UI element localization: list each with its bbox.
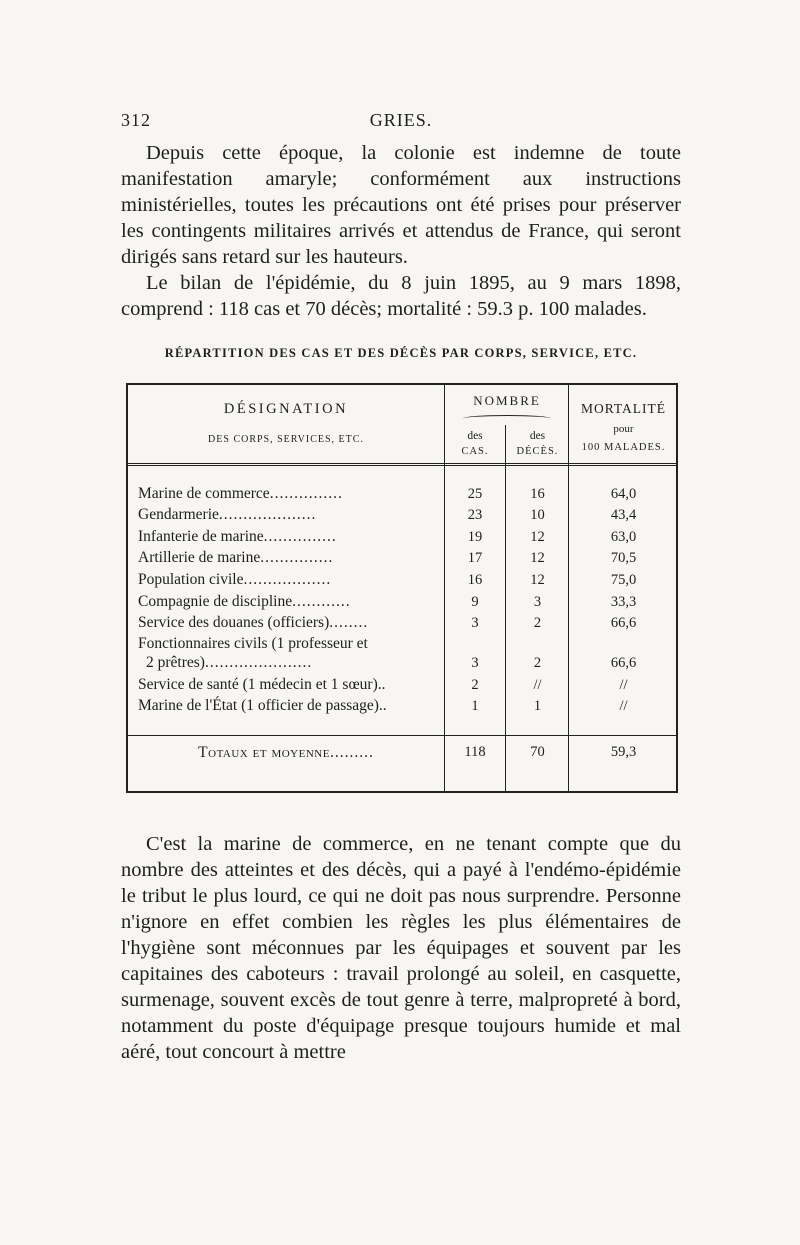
cas-value: 16 [467,571,483,588]
row-label-text: Artillerie de marine [138,549,261,567]
deces-value: 2 [533,655,542,672]
table-caption: RÉPARTITION DES CAS ET DES DÉCÈS PAR CORPS, SERVICE, ETC. [164,346,638,360]
row-label-text: Fonctionnaires civils (1 professeur et [138,635,368,653]
row-label [138,696,438,715]
page-number: 312 [121,110,151,130]
table-row [128,525,676,547]
mortalite-value: 75,0 [610,571,637,588]
row-label-continuation [138,653,438,672]
row-label-text: Gendarmerie [138,506,219,524]
header-cas-line1: des [467,430,483,442]
table-row [128,695,676,717]
deces-value: 12 [530,571,545,588]
deces-value: 10 [530,507,545,524]
table-row [128,568,676,590]
cas-value: 3 [471,655,479,672]
dot-leader: ............... [260,549,334,567]
row-label [138,548,438,567]
running-head [121,110,681,140]
row-label-text: Population civile [138,570,244,588]
distribution-table [126,383,678,793]
header-deces-line1: des [529,430,546,442]
table-body [128,482,676,716]
header-rule [128,463,676,464]
deces-value: 12 [530,550,545,567]
dot-leader: ........ [329,614,369,632]
dot-leader: ............... [269,484,343,502]
dot-leader: ......... [329,744,374,761]
paragraph-colonie: Depuis cette époque, la colonie est indemne de toute manifestation amaryle; conformément aux instructions ministérielles, toutes les précautions ont été prises pour préserver les contingents militaires arrivés et attendus de France, qui seront dirigés sans retard sur les hauteurs. [121,142,681,268]
paragraph-marine-commerce: C'est la marine de commerce, en ne tenant compte que du nombre des atteintes et des décès, qui a payé à l'endémo-épidémie le tribut le plus lourd, ce qui ne doit pas nous surprendre. Personne n'ignore en effet combien les règles les plus élémentaires de l'hygiène sont méconnues par les équipages et souvent par les capitaines des caboteurs : travail prolongé au soleil, en casquette, surmenage, souvent excès de tout genre à terre, malpropreté à bord, notamment du poste d'équipage presque toujours humide et mal aéré, tout concourt à mettre [121,833,681,1063]
table-row [128,504,676,526]
row-label-text: Marine de commerce [138,484,270,502]
table-row [128,590,676,612]
header-cas-line2: CAS. [461,446,489,457]
header-nombre: NOMBRE [473,393,541,408]
dot-leader: ............... [263,527,337,545]
totals-row [128,739,676,769]
header-rule [128,465,676,466]
total-cas: 118 [464,744,486,760]
running-title: GRIES. [369,110,433,130]
deces-value: // [533,676,542,693]
table-row [128,633,676,673]
totals-label [128,743,444,762]
table-row [128,482,676,504]
cas-value: 1 [471,698,479,715]
header-brace [463,415,551,422]
deces-value: 3 [533,593,542,610]
row-label-text: Service des douanes (officiers) [138,614,330,632]
deces-value: 1 [533,698,542,715]
mortalite-value: 66,6 [610,615,637,632]
mortalite-value: 43,4 [610,507,637,524]
row-label-text: Compagnie de discipline [138,592,293,610]
header-designation-sub: DES CORPS, SERVICES, ETC. [208,434,364,445]
dot-leader: ............ [292,592,351,610]
cas-value: 19 [467,528,483,545]
row-label [138,613,438,632]
deces-value: 12 [530,528,545,545]
row-label [138,527,438,546]
row-label-text-2: 2 prêtres) [146,654,205,672]
header-cent-malades: 100 MALADES. [581,442,666,453]
row-label-text: Infanterie de marine [138,527,264,545]
mortalite-value: 64,0 [610,485,637,502]
row-label [138,634,438,672]
cas-value: 17 [467,550,483,567]
paragraph-bilan: Le bilan de l'épidémie, du 8 juin 1895, au 9 mars 1898, comprend : 118 cas et 70 décès; mortalité : 59.3 p. 100 malades. [121,272,681,320]
header-pour: pour [613,423,634,435]
header-designation: DÉSIGNATION [223,401,349,417]
row-label [138,505,438,524]
row-label [138,570,438,589]
row-label [138,484,438,503]
totals-label-text: Totaux et moyenne [198,744,330,761]
cas-value: 2 [471,676,479,693]
deces-value: 16 [530,485,545,502]
cas-value: 3 [471,615,479,632]
dot-leader: .................... [218,506,317,524]
dot-leader: ...................... [204,654,313,672]
row-label-text: Marine de l'État (1 officier de passage).. [138,697,387,715]
table-row [128,547,676,569]
row-label-text: Service de santé (1 médecin et 1 sœur).. [138,675,386,693]
header-cas [445,428,505,460]
deces-value: 2 [533,615,542,632]
table-row [128,673,676,695]
table-row [128,612,676,634]
mortalite-value: 66,6 [610,655,637,672]
row-label [138,675,438,694]
cas-value: 9 [471,593,479,610]
header-mortalite: MORTALITÉ [580,401,667,416]
cas-value: 23 [467,507,483,524]
mortalite-value: 33,3 [610,593,637,610]
mortalite-value: 63,0 [610,528,637,545]
total-deces: 70 [530,744,545,760]
header-deces-line2: DÉCÈS. [516,446,559,457]
mortalite-value: // [619,698,628,715]
book-page [121,110,681,1065]
mortalite-value: 70,5 [610,550,637,567]
row-label [138,592,438,611]
totals-rule [128,735,676,736]
cas-value: 25 [467,485,483,502]
dot-leader: .................. [243,570,332,588]
mortalite-value: // [619,676,628,693]
mean-mortalite: 59,3 [610,744,637,760]
header-deces [506,428,569,460]
